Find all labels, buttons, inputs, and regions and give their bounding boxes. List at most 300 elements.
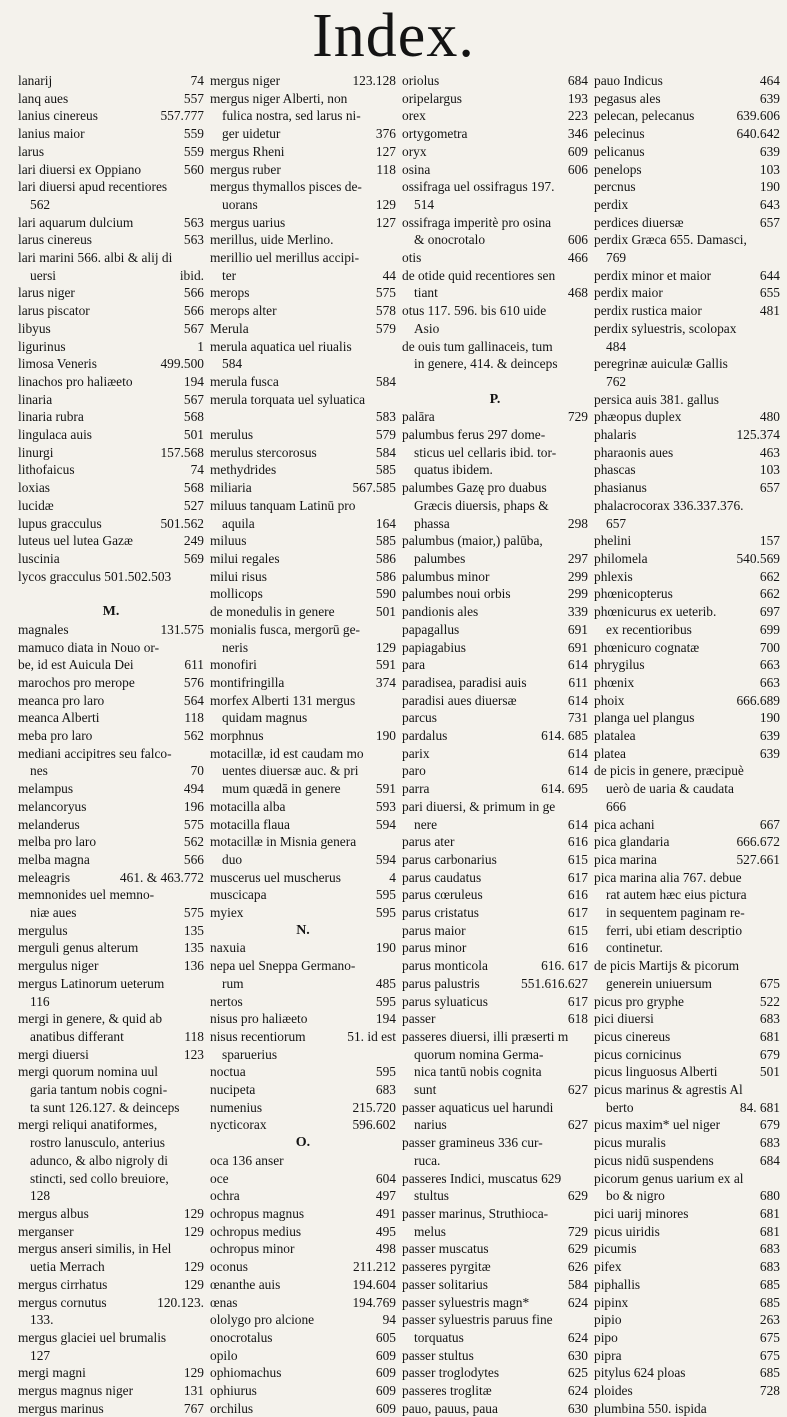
entry-term: nepa uel Sneppa Germano- (210, 958, 356, 974)
index-entry (210, 1081, 396, 1099)
index-entry (402, 639, 588, 657)
index-entry (18, 497, 204, 515)
entry-term: persica auis 381. gallus (594, 391, 719, 407)
index-entry (402, 125, 588, 143)
entry-term: be, id est Auicula Dei (18, 657, 134, 673)
entry-term: muscicapa (210, 887, 267, 903)
section-letter (210, 922, 396, 940)
entry-term: merops alter (210, 303, 277, 319)
entry-term: passeres troglitæ (402, 1383, 492, 1399)
index-entry (402, 355, 588, 373)
entry-term: magnales (18, 621, 69, 637)
entry-page-ref: 527.661 (736, 851, 780, 867)
index-entry (402, 692, 588, 710)
index-entry (210, 1240, 396, 1258)
index-entry (210, 267, 396, 285)
entry-term: passeres diuersi, illi præserti m (402, 1028, 569, 1044)
entry-term: palumbus ferus 297 dome- (402, 427, 546, 443)
index-entry (402, 515, 588, 533)
entry-term: 657 (606, 515, 627, 531)
index-column-1 (18, 72, 204, 1416)
index-entry (18, 1134, 204, 1152)
entry-page-ref: 125.374 (736, 427, 780, 443)
index-entry (594, 904, 780, 922)
entry-page-ref: 767 (183, 1400, 204, 1416)
entry-term: oriolus (402, 73, 440, 88)
entry-term: pauo, pauus, paua (402, 1400, 498, 1416)
index-entry (402, 320, 588, 338)
index-entry (18, 461, 204, 479)
index-entry (594, 1258, 780, 1276)
entry-term: ochropus minor (210, 1241, 295, 1257)
entry-term: melancoryus (18, 798, 87, 814)
entry-page-ref: 614 (567, 745, 588, 761)
index-entry (210, 851, 396, 869)
index-entry (594, 1382, 780, 1400)
entry-term: picus uiridis (594, 1223, 660, 1239)
entry-term: pici uarij minores (594, 1206, 689, 1221)
entry-term: paradisea, paradisi auis (402, 674, 527, 690)
entry-term: perdix minor et maior (594, 267, 712, 283)
index-entry (594, 196, 780, 214)
entry-page-ref: 586 (375, 550, 396, 566)
index-entry (210, 886, 396, 904)
entry-term: ploides (594, 1383, 633, 1399)
entry-term: lanius maior (18, 126, 85, 142)
index-entry (210, 709, 396, 727)
entry-page-ref: 4 (389, 869, 396, 885)
index-entry (210, 355, 396, 373)
index-entry (594, 1010, 780, 1028)
entry-term (18, 585, 21, 603)
entry-term: ossifraga uel ossifragus 197. (402, 179, 555, 195)
entry-term: & onocrotalo (414, 232, 486, 248)
index-entry (210, 1382, 396, 1400)
entry-page-ref: 540.569 (736, 550, 780, 566)
entry-term: linaria rubra (18, 409, 84, 425)
entry-page-ref: 498 (375, 1241, 396, 1257)
index-entry (402, 1063, 588, 1081)
entry-term: larus niger (18, 285, 75, 301)
entry-term: mergus niger Alberti, non (210, 90, 348, 106)
index-entry (594, 249, 780, 267)
entry-term: merulus (210, 427, 254, 443)
index-entry (18, 1382, 204, 1400)
entry-page-ref: 374 (375, 674, 396, 690)
index-entry (594, 1170, 780, 1188)
entry-term: phascas (594, 462, 636, 478)
index-entry (210, 1116, 396, 1134)
entry-term: picus muralis (594, 1135, 666, 1151)
entry-page-ref: 655 (759, 285, 780, 301)
entry-term: pica marina alia 767. debue (594, 869, 742, 885)
entry-page-ref: 522 (759, 993, 780, 1009)
index-entry (210, 408, 396, 426)
entry-term: 666 (606, 798, 627, 814)
entry-term: mergi reliqui anatiformes, (18, 1117, 158, 1133)
index-entry (210, 497, 396, 515)
entry-term: merulus stercorosus (210, 444, 317, 460)
entry-term: planga uel plangus (594, 710, 695, 726)
index-entry (18, 568, 204, 586)
entry-term: uersi (30, 267, 57, 283)
index-entry (210, 426, 396, 444)
entry-page-ref: 606 (567, 232, 588, 248)
index-entry (402, 1028, 588, 1046)
entry-term: stincti, sed collo breuiore, (30, 1170, 169, 1186)
index-entry (18, 1170, 204, 1188)
entry-term: pelecinus (594, 126, 645, 142)
index-entry (18, 161, 204, 179)
entry-term: pipinx (594, 1294, 629, 1310)
index-entry (402, 1364, 588, 1382)
index-entry (594, 1116, 780, 1134)
index-entry (210, 1311, 396, 1329)
entry-page-ref: 575 (183, 816, 204, 832)
entry-page-ref: 103 (759, 161, 780, 177)
index-entry (210, 72, 396, 90)
index-entry (402, 922, 588, 940)
entry-term: ferri, ubi etiam descriptio (606, 922, 743, 938)
entry-term: mergi in genere, & quid ab (18, 1011, 163, 1027)
entry-term: parus monticola (402, 958, 488, 974)
index-entry (402, 1170, 588, 1188)
entry-page-ref: 691 (567, 621, 588, 637)
index-entry (210, 816, 396, 834)
index-entry (18, 408, 204, 426)
index-entry (18, 692, 204, 710)
entry-term (402, 373, 405, 391)
index-entry (18, 338, 204, 356)
index-entry (18, 904, 204, 922)
entry-term: plumbina 550. ispida (594, 1400, 707, 1416)
index-entry (402, 461, 588, 479)
index-entry (402, 426, 588, 444)
entry-term: parus carbonarius (402, 851, 497, 867)
entry-page-ref: 74 (190, 73, 204, 88)
entry-page-ref: 591 (375, 657, 396, 673)
entry-term: larus cinereus (18, 232, 92, 248)
entry-page-ref: 127 (375, 143, 396, 159)
index-entry (210, 762, 396, 780)
entry-page-ref: 585 (375, 462, 396, 478)
index-entry (594, 568, 780, 586)
entry-term: sticus uel cellaris ibid. tor- (414, 444, 557, 460)
index-entry (402, 1258, 588, 1276)
index-entry (210, 90, 396, 108)
entry-term: perdix syluestris, scolopax (594, 320, 737, 336)
entry-term: parus ater (402, 834, 455, 850)
index-entry (594, 993, 780, 1011)
index-entry (210, 1170, 396, 1188)
index-entry (18, 762, 204, 780)
entry-page-ref: 51. id est (347, 1028, 396, 1044)
entry-term: pipo (594, 1329, 618, 1345)
entry-page-ref: 616 (567, 887, 588, 903)
entry-term: garia tantum nobis cogni- (30, 1082, 168, 1098)
entry-term: quorum nomina Germa- (414, 1046, 544, 1062)
entry-term: perdix (594, 196, 629, 212)
entry-page-ref: 662 (759, 586, 780, 602)
entry-term: paradisi aues diuersæ (402, 692, 517, 708)
entry-term: oryx (402, 143, 427, 159)
index-entry (18, 72, 204, 90)
index-entry (594, 479, 780, 497)
index-entry (18, 975, 204, 993)
entry-page-ref: 466 (567, 250, 588, 266)
index-entry (402, 231, 588, 249)
entry-page-ref: 576 (183, 674, 204, 690)
entry-term: bo & nigro (606, 1188, 665, 1204)
index-entry (210, 532, 396, 550)
entry-term: motacilla flaua (210, 816, 290, 832)
index-entry (18, 1294, 204, 1312)
index-entry (18, 993, 204, 1011)
index-entry (594, 1364, 780, 1382)
entry-page-ref: 194.769 (352, 1294, 396, 1310)
index-entry (594, 692, 780, 710)
index-entry (18, 107, 204, 125)
index-entry (210, 904, 396, 922)
entry-page-ref: 629 (567, 1188, 588, 1204)
entry-page-ref: 626 (567, 1259, 588, 1275)
entry-page-ref: 667 (759, 816, 780, 832)
entry-term: lingulaca auis (18, 427, 92, 443)
entry-page-ref: 685 (759, 1294, 780, 1310)
entry-term: palumbus (maior,) palūba, (402, 533, 543, 549)
index-entry (210, 869, 396, 887)
index-entry (594, 922, 780, 940)
index-entry (210, 1152, 396, 1170)
entry-page-ref: 123 (183, 1046, 204, 1062)
index-entry (210, 214, 396, 232)
entry-page-ref: 614 (567, 816, 588, 832)
index-entry (210, 391, 396, 409)
entry-page-ref: 567 (183, 391, 204, 407)
entry-page-ref: 495 (375, 1223, 396, 1239)
entry-term: phoix (594, 692, 625, 708)
entry-term: ochra (210, 1188, 240, 1204)
entry-term: N. (296, 922, 310, 938)
index-entry (594, 957, 780, 975)
index-entry (402, 780, 588, 798)
entry-page-ref: 644 (759, 267, 780, 283)
entry-term: passer muscatus (402, 1241, 489, 1257)
entry-page-ref: 129 (375, 639, 396, 655)
entry-term: parus caudatus (402, 869, 482, 885)
index-entry (594, 143, 780, 161)
entry-page-ref: 604 (375, 1170, 396, 1186)
index-entry (18, 214, 204, 232)
index-entry (210, 107, 396, 125)
entry-term: merillio uel merillus accipi- (210, 250, 360, 266)
entry-term: pauo Indicus (594, 73, 663, 88)
entry-page-ref: 127 (375, 214, 396, 230)
entry-page-ref: 480 (759, 409, 780, 425)
entry-page-ref: 339 (567, 604, 588, 620)
index-entry (594, 532, 780, 550)
index-entry (18, 178, 204, 196)
entry-page-ref: 557.777 (160, 108, 204, 124)
index-entry (210, 461, 396, 479)
entry-term: pica glandaria (594, 834, 670, 850)
entry-page-ref: 666.672 (736, 834, 780, 850)
index-entry (210, 161, 396, 179)
entry-page-ref: 624 (567, 1329, 588, 1345)
index-entry (594, 373, 780, 391)
entry-term: muscerus uel muscherus (210, 869, 341, 885)
entry-term: pici diuersi (594, 1011, 654, 1027)
entry-page-ref: 663 (759, 657, 780, 673)
entry-term: passer aquaticus uel harundi (402, 1099, 554, 1115)
index-entry (402, 178, 588, 196)
entry-term: pitylus 624 ploas (594, 1365, 686, 1381)
entry-term: 127 (30, 1347, 51, 1363)
index-entry (210, 639, 396, 657)
entry-page-ref: 609 (567, 143, 588, 159)
index-entry (18, 1364, 204, 1382)
index-entry (402, 886, 588, 904)
index-entry (18, 1116, 204, 1134)
entry-page-ref: 729 (567, 409, 588, 425)
entry-page-ref: 464 (759, 73, 780, 88)
entry-term: mergus anseri similis, in Hel (18, 1241, 172, 1257)
index-entry (402, 161, 588, 179)
entry-page-ref: 617 (567, 869, 588, 885)
entry-page-ref: 639 (759, 745, 780, 761)
entry-term: pipra (594, 1347, 622, 1363)
index-entry (594, 603, 780, 621)
index-entry (18, 886, 204, 904)
entry-page-ref: 190 (759, 179, 780, 195)
index-entry (402, 1152, 588, 1170)
index-entry (18, 869, 204, 887)
entry-page-ref: 297 (567, 550, 588, 566)
section-letter (402, 391, 588, 409)
index-entry (402, 798, 588, 816)
entry-term: miluus tanquam Latinū pro (210, 497, 356, 513)
entry-term: uetia Merrach (30, 1259, 105, 1275)
entry-term: merillus, uide Merlino. (210, 232, 334, 248)
entry-term: mergus ruber (210, 161, 281, 177)
entry-page-ref: 249 (183, 533, 204, 549)
index-entry (18, 1028, 204, 1046)
index-entry (402, 1187, 588, 1205)
index-entry (210, 1258, 396, 1276)
entry-term: pegasus ales (594, 90, 661, 106)
entry-term: naxuia (210, 940, 246, 956)
entry-page-ref: 94 (382, 1312, 396, 1328)
entry-term: parix (402, 745, 430, 761)
entry-term: morphnus (210, 728, 264, 744)
entry-term: mergus marinus (18, 1400, 104, 1416)
entry-term: libyus (18, 320, 51, 336)
entry-term: tiant (414, 285, 438, 301)
entry-page-ref: 578 (375, 303, 396, 319)
entry-term: palumbes Gazę pro duabus (402, 480, 547, 496)
index-entry (210, 1329, 396, 1347)
entry-page-ref: 700 (759, 639, 780, 655)
index-entry (18, 355, 204, 373)
entry-page-ref: 639 (759, 90, 780, 106)
entry-term: P. (489, 391, 501, 407)
index-entry (594, 1311, 780, 1329)
index-entry (210, 1046, 396, 1064)
entry-term: myiex (210, 905, 244, 921)
entry-page-ref: 591 (375, 781, 396, 797)
entry-page-ref: 103 (759, 462, 780, 478)
entry-term: meanca pro laro (18, 692, 105, 708)
entry-term: neris (222, 639, 249, 655)
index-entry (210, 373, 396, 391)
entry-term: ochropus medius (210, 1223, 302, 1239)
entry-page-ref: 298 (567, 515, 588, 531)
entry-page-ref: 609 (375, 1347, 396, 1363)
entry-term: mergus thymallos pisces de- (210, 179, 362, 195)
entry-term: in genere, 414. & deinceps (414, 356, 558, 372)
index-entry (210, 692, 396, 710)
index-entry (18, 1223, 204, 1241)
entry-term: phœnix (594, 674, 635, 690)
entry-term: morfex Alberti 131 mergus (210, 692, 356, 708)
entry-page-ref: 579 (375, 320, 396, 336)
index-entry (210, 196, 396, 214)
entry-page-ref: 639 (759, 728, 780, 744)
entry-page-ref: 728 (759, 1383, 780, 1399)
index-entry (402, 1382, 588, 1400)
index-entry (210, 975, 396, 993)
entry-term: mergus cornutus (18, 1294, 107, 1310)
index-entry (594, 72, 780, 90)
index-entry (594, 90, 780, 108)
index-entry (402, 851, 588, 869)
index-entry (18, 780, 204, 798)
entry-term: de monedulis in genere (210, 604, 335, 620)
index-entry (402, 939, 588, 957)
entry-term: ta sunt 126.127. & deinceps (30, 1099, 180, 1115)
index-entry (594, 302, 780, 320)
index-entry (594, 1081, 780, 1099)
entry-term: meleagris (18, 869, 71, 885)
entry-page-ref: 1 (197, 338, 204, 354)
entry-term: monialis fusca, mergorū ge- (210, 621, 360, 637)
entry-term: picus cornicinus (594, 1046, 682, 1062)
index-entry (402, 957, 588, 975)
entry-page-ref: 157.568 (160, 444, 204, 460)
entry-term: narius (414, 1117, 447, 1133)
entry-page-ref: 263 (759, 1312, 780, 1328)
entry-page-ref: 586 (375, 568, 396, 584)
entry-page-ref: 527 (183, 497, 204, 513)
index-entry (594, 1329, 780, 1347)
entry-page-ref: 683 (759, 1135, 780, 1151)
entry-term: phassa (414, 515, 450, 531)
index-entry (18, 1329, 204, 1347)
entry-term: 116 (30, 993, 50, 1009)
entry-term: motacillæ, id est caudam mo (210, 745, 364, 761)
index-entry (210, 674, 396, 692)
entry-page-ref: 616. 617 (541, 958, 588, 974)
index-column-3 (402, 72, 588, 1416)
entry-term: adunco, & albo nigroly di (30, 1152, 168, 1168)
entry-term: phalaris (594, 427, 637, 443)
entry-page-ref: 679 (759, 1046, 780, 1062)
index-entry (402, 762, 588, 780)
entry-term: philomela (594, 550, 648, 566)
index-entry (594, 1294, 780, 1312)
entry-term: fulica nostra, sed larus ni- (222, 108, 361, 124)
entry-page-ref: 157 (759, 533, 780, 549)
